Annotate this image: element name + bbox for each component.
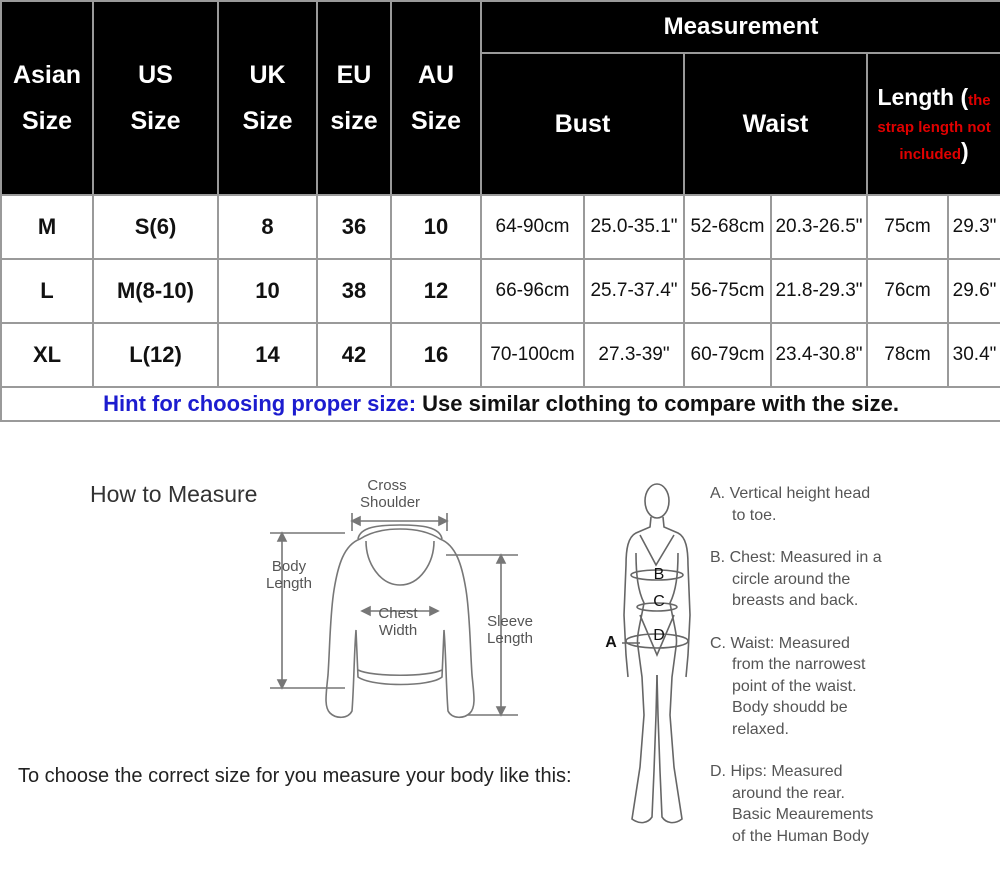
figure-label-d: D (653, 627, 665, 644)
eu-size-cell: 36 (317, 195, 391, 259)
bust-cm-cell: 64-90cm (481, 195, 584, 259)
waist-in-cell: 21.8-29.3" (771, 259, 867, 323)
asian-size-cell: XL (1, 323, 93, 387)
header-au-size: AU Size (391, 1, 481, 195)
length-in-cell: 29.3" (948, 195, 1000, 259)
figure-label-a: A (605, 634, 617, 651)
bust-cm-cell: 70-100cm (481, 323, 584, 387)
hint-text: Use similar clothing to compare with the size. (416, 391, 899, 416)
length-in-cell: 29.6" (948, 259, 1000, 323)
note-vertical-height: A. Vertical height head to toe. (710, 485, 871, 524)
waist-cm-cell: 56-75cm (684, 259, 771, 323)
table-row (1, 259, 1000, 323)
header-eu-size: EU size (317, 1, 391, 195)
bust-in-cell: 25.0-35.1" (584, 195, 684, 259)
us-size-cell: L(12) (93, 323, 218, 387)
eu-size-cell: 38 (317, 259, 391, 323)
note-waist: C. Waist: Measured from the narrowest point of the waist. Body shoudd be relaxed. (710, 634, 866, 738)
uk-size-cell: 8 (218, 195, 317, 259)
bust-in-cell: 27.3-39" (584, 323, 684, 387)
how-to-measure-title: How to Measure (90, 481, 258, 507)
uk-size-cell: 10 (218, 259, 317, 323)
header-asian-size: Asian Size (1, 1, 93, 195)
note-chest: B. Chest: Measured in a circle around the breasts and back. (710, 549, 882, 609)
hint-label: Hint for choosing proper size: (103, 391, 417, 416)
uk-size-cell: 14 (218, 323, 317, 387)
measurement-notes (710, 483, 1000, 868)
choose-size-instruction: To choose the correct size for you measure your body like this: (18, 765, 572, 787)
waist-cm-cell: 52-68cm (684, 195, 771, 259)
length-cm-cell: 75cm (867, 195, 948, 259)
header-us-size: US Size (93, 1, 218, 195)
header-bust: Bust (481, 53, 684, 195)
header-measurement: Measurement (481, 1, 1000, 53)
au-size-cell: 10 (391, 195, 481, 259)
asian-size-cell: L (1, 259, 93, 323)
us-size-cell: M(8-10) (93, 259, 218, 323)
header-uk-size: UK Size (218, 1, 317, 195)
note-hips: D. Hips: Measured around the rear. Basic Meaurements of the Human Body (710, 763, 874, 845)
au-size-cell: 16 (391, 323, 481, 387)
waist-cm-cell: 60-79cm (684, 323, 771, 387)
bust-cm-cell: 66-96cm (481, 259, 584, 323)
table-row (1, 195, 1000, 259)
us-size-cell: S(6) (93, 195, 218, 259)
figure-label-c: C (653, 593, 665, 610)
figure-label-b: B (653, 566, 665, 583)
header-length: Length (the strap length not included) (867, 53, 1000, 195)
waist-in-cell: 23.4-30.8" (771, 323, 867, 387)
length-cm-cell: 76cm (867, 259, 948, 323)
header-waist: Waist (684, 53, 867, 195)
how-to-measure-section (0, 415, 1000, 869)
sleeve-length-label: Sleeve Length (487, 613, 533, 647)
length-in-cell: 30.4" (948, 323, 1000, 387)
asian-size-cell: M (1, 195, 93, 259)
size-chart-table (0, 0, 1000, 415)
table-row (1, 323, 1000, 387)
au-size-cell: 12 (391, 259, 481, 323)
waist-in-cell: 20.3-26.5" (771, 195, 867, 259)
chest-width-label: Chest Width (378, 605, 418, 639)
cross-shoulder-label: Cross Shoulder (360, 477, 421, 511)
body-length-label: Body Length (266, 558, 312, 592)
length-cm-cell: 78cm (867, 323, 948, 387)
bust-in-cell: 25.7-37.4" (584, 259, 684, 323)
eu-size-cell: 42 (317, 323, 391, 387)
